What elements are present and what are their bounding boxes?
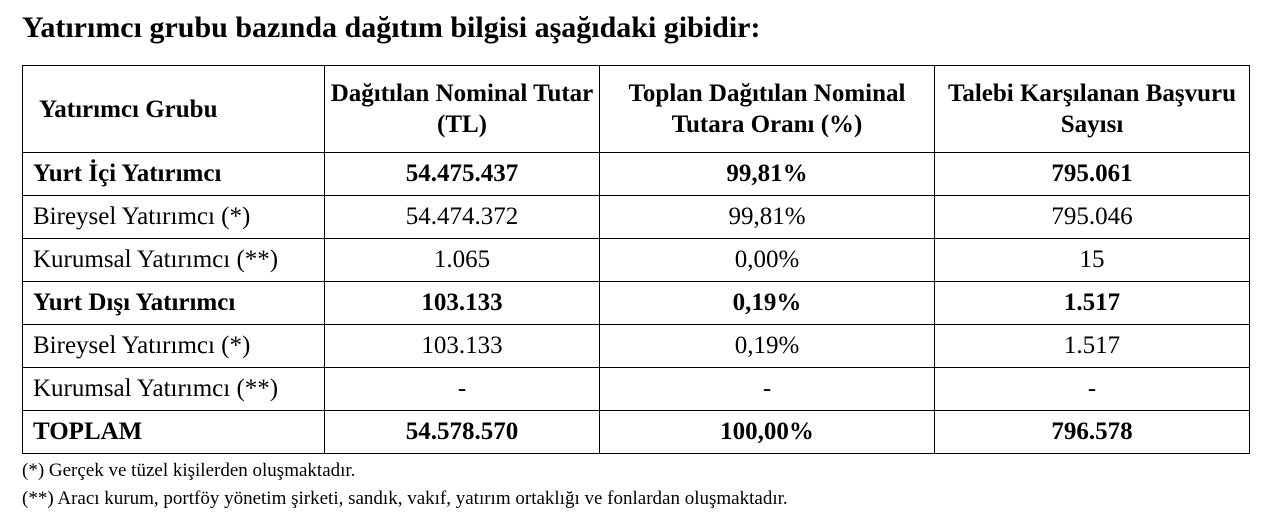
row-label: TOPLAM [23, 411, 325, 454]
cell-nominal: 54.578.570 [325, 411, 600, 454]
row-label: Yurt Dışı Yatırımcı [23, 282, 325, 325]
cell-ratio: 0,19% [600, 325, 935, 368]
cell-count: 1.517 [935, 282, 1250, 325]
header-application-count: Talebi Karşılanan Başvuru Sayısı [935, 66, 1250, 153]
cell-nominal: 103.133 [325, 282, 600, 325]
header-investor-group: Yatırımcı Grubu [23, 66, 325, 153]
cell-ratio: 100,00% [600, 411, 935, 454]
cell-ratio: 0,00% [600, 239, 935, 282]
cell-count: 15 [935, 239, 1250, 282]
table-row-foreign-individual [23, 325, 1250, 368]
table-row-domestic-individual [23, 196, 1250, 239]
row-label: Bireysel Yatırımcı (*) [23, 325, 325, 368]
header-ratio: Toplan Dağıtılan Nominal Tutara Oranı (%) [600, 66, 935, 153]
header-nominal-amount: Dağıtılan Nominal Tutar (TL) [325, 66, 600, 153]
cell-count: 1.517 [935, 325, 1250, 368]
row-label: Bireysel Yatırımcı (*) [23, 196, 325, 239]
cell-nominal: - [325, 368, 600, 411]
cell-nominal: 54.475.437 [325, 153, 600, 196]
cell-nominal: 103.133 [325, 325, 600, 368]
table-row-foreign-institutional [23, 368, 1250, 411]
table-row-domestic-institutional [23, 239, 1250, 282]
page-heading: Yatırımcı grubu bazında dağıtım bilgisi aşağıdaki gibidir: [22, 11, 761, 44]
table-row-total [23, 411, 1250, 454]
cell-nominal: 1.065 [325, 239, 600, 282]
cell-ratio: 99,81% [600, 196, 935, 239]
cell-ratio: - [600, 368, 935, 411]
distribution-table [22, 65, 1250, 454]
cell-count: - [935, 368, 1250, 411]
footnote-individual: (*) Gerçek ve tüzel kişilerden oluşmaktadır. [22, 460, 356, 481]
row-label: Kurumsal Yatırımcı (**) [23, 368, 325, 411]
table-row-foreign [23, 282, 1250, 325]
cell-count: 796.578 [935, 411, 1250, 454]
cell-count: 795.061 [935, 153, 1250, 196]
row-label: Yurt İçi Yatırımcı [23, 153, 325, 196]
cell-nominal: 54.474.372 [325, 196, 600, 239]
row-label: Kurumsal Yatırımcı (**) [23, 239, 325, 282]
table-header-row [23, 66, 1250, 153]
cell-ratio: 99,81% [600, 153, 935, 196]
footnote-institutional: (**) Aracı kurum, portföy yönetim şirketi, sandık, vakıf, yatırım ortaklığı ve fonlardan oluşmaktadır. [22, 488, 788, 509]
table-row-domestic [23, 153, 1250, 196]
cell-count: 795.046 [935, 196, 1250, 239]
cell-ratio: 0,19% [600, 282, 935, 325]
